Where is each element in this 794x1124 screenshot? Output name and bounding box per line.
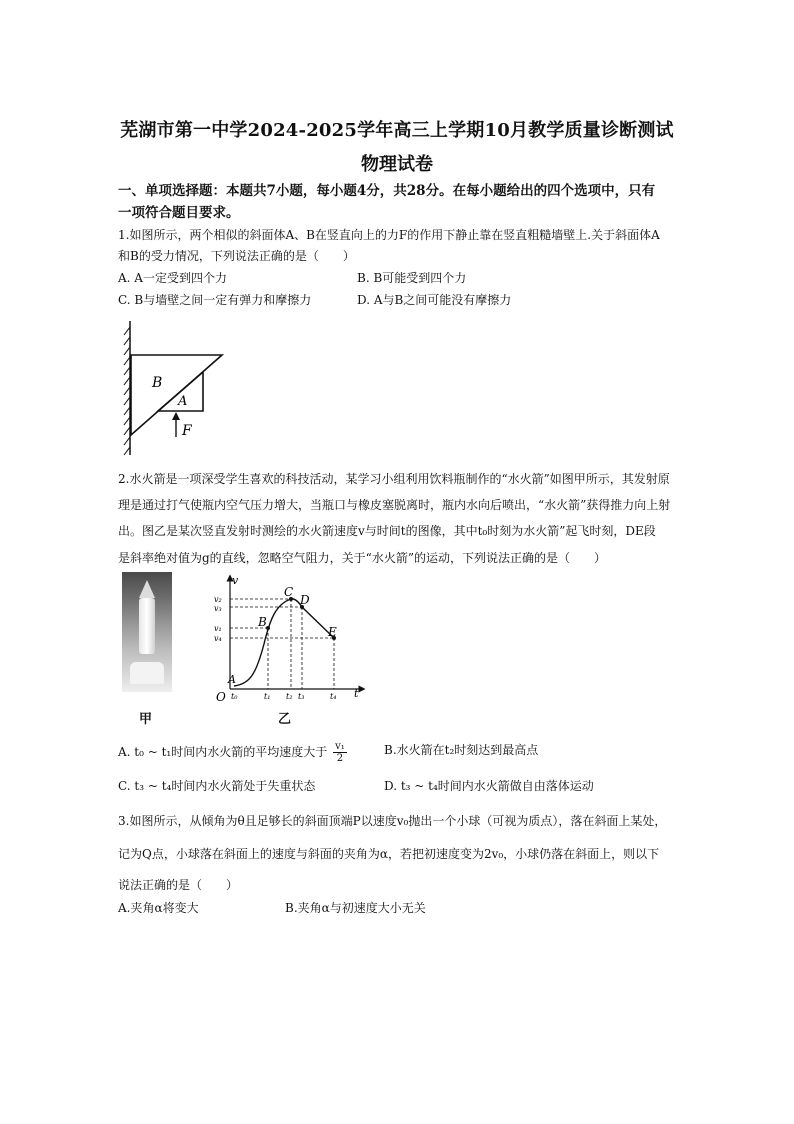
tick-t4: t₄ bbox=[330, 692, 337, 701]
q2-option-a bbox=[118, 741, 347, 764]
exam-subtitle: 物理试卷 bbox=[361, 154, 433, 175]
q1-stem-line2: 和B的受力情况，下列说法正确的是（ ） bbox=[118, 249, 355, 263]
q3-option-b: B.夹角α与初速度大小无关 bbox=[285, 901, 426, 915]
q3-option-a: A.夹角α将变大 bbox=[118, 901, 199, 915]
q2-option-a-text: A. t₀ ~ t₁时间内水火箭的平均速度大于 bbox=[118, 745, 328, 759]
caption-jia: 甲 bbox=[139, 712, 153, 727]
origin-label: O bbox=[216, 690, 226, 704]
q3-stem-line3: 说法正确的是（ ） bbox=[118, 878, 239, 892]
label-f: F bbox=[182, 423, 192, 439]
tick-v1: v₁ bbox=[214, 624, 222, 633]
point-b: B bbox=[258, 615, 267, 629]
wedge-diagram bbox=[118, 315, 238, 460]
tick-t1: t₁ bbox=[264, 692, 271, 701]
tick-t2: t₂ bbox=[286, 692, 293, 701]
caption-yi: 乙 bbox=[278, 712, 292, 727]
q1-stem-line1: 1.如图所示，两个相似的斜面体A、B在竖直向上的力F的作用下静止靠在竖直粗糙墙壁上.关于斜面体A bbox=[118, 228, 660, 242]
tick-v4: v₄ bbox=[214, 634, 222, 643]
point-c: C bbox=[284, 585, 294, 599]
q2-stem-line3: 出。图乙是某次竖直发射时测绘的水火箭速度v与时间t的图像，其中t₀时刻为水火箭”起飞时刻，DE段 bbox=[118, 524, 656, 538]
tick-v2: v₂ bbox=[214, 595, 222, 604]
q1-option-b: B. B可能受到四个力 bbox=[357, 271, 467, 285]
section-heading-line1: 一、单项选择题：本题共7小题，每小题4分，共28分。在每小题给出的四个选项中，只有 bbox=[118, 183, 656, 199]
tick-t0: t₀ bbox=[231, 692, 238, 701]
q1-option-a: A. A一定受到四个力 bbox=[118, 271, 227, 285]
q2-option-b: B.水火箭在t₂时刻达到最高点 bbox=[384, 743, 539, 757]
exam-title: 芜湖市第一中学2024-2025学年高三上学期10月教学质量诊断测试 bbox=[120, 120, 674, 141]
q2-vt-graph bbox=[212, 574, 370, 708]
label-b: B bbox=[152, 375, 163, 391]
q2-stem-line4: 是斜率绝对值为g的直线，忽略空气阻力，关于“水火箭”的运动，下列说法正确的是（ ） bbox=[118, 551, 606, 565]
axis-v: v bbox=[232, 574, 239, 587]
axis-t: t bbox=[354, 687, 359, 700]
q2-stem-line2: 理是通过打气使瓶内空气压力增大，当瓶口与橡皮塞脱离时，瓶内水向后喷出，“水火箭”获得推力向上射 bbox=[118, 498, 671, 512]
point-e: E bbox=[328, 625, 337, 639]
point-d: D bbox=[300, 593, 310, 607]
velocity-time-graph bbox=[212, 574, 370, 704]
label-a: A bbox=[178, 394, 188, 409]
q1-option-d: D. A与B之间可能没有摩擦力 bbox=[357, 293, 512, 307]
q2-option-c: C. t₃ ~ t₄时间内水火箭处于失重状态 bbox=[118, 779, 316, 793]
fraction-numerator: v₁ bbox=[335, 741, 345, 752]
water-rocket-photo bbox=[122, 572, 172, 692]
section-heading-line2: 一项符合题目要求。 bbox=[118, 205, 240, 221]
tick-t3: t₃ bbox=[298, 692, 305, 701]
point-a: A bbox=[228, 673, 236, 686]
fraction-v1-over-2 bbox=[333, 741, 347, 764]
q2-option-d: D. t₃ ~ t₄时间内水火箭做自由落体运动 bbox=[384, 779, 594, 793]
fraction-denominator: 2 bbox=[336, 753, 344, 764]
q2-stem-line1: 2.水火箭是一项深受学生喜欢的科技活动，某学习小组利用饮料瓶制作的“水火箭”如图甲所示，其发射原 bbox=[118, 472, 670, 486]
q1-figure bbox=[118, 315, 238, 464]
q3-stem-line1: 3.如图所示，从倾角为θ且足够长的斜面顶端P以速度v₀抛出一个小球（可视为质点），落在斜面上某处， bbox=[118, 814, 667, 828]
q1-option-c: C. B与墙壁之间一定有弹力和摩擦力 bbox=[118, 293, 312, 307]
q3-stem-line2: 记为Q点，小球落在斜面上的速度与斜面的夹角为α，若把初速度变为2v₀，小球仍落在斜面上，则以下 bbox=[118, 847, 660, 861]
tick-v3: v₃ bbox=[214, 604, 222, 613]
